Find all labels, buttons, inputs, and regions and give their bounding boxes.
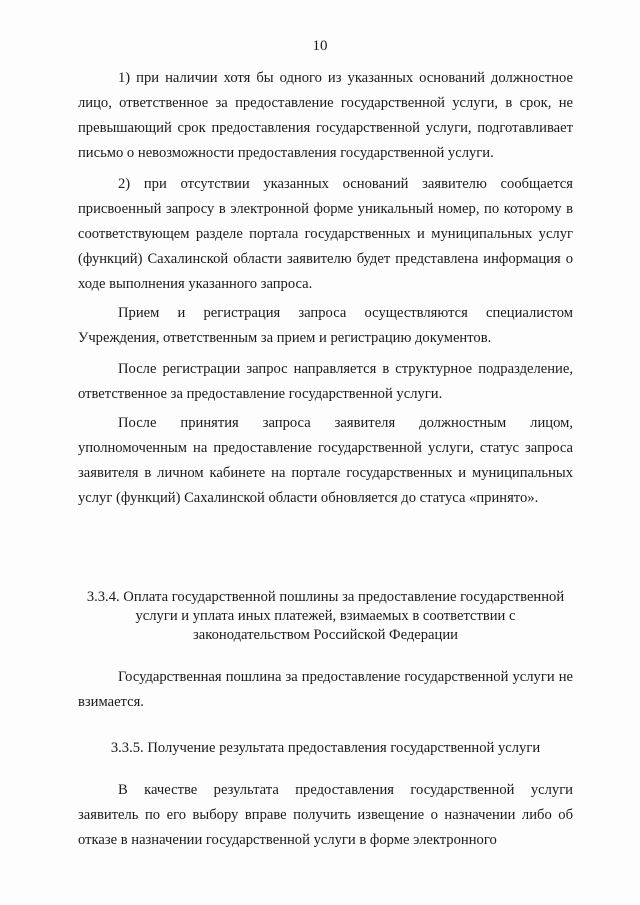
paragraph-reception-registration: Прием и регистрация запроса осуществляются специалистом Учреждения, ответственным за прием и регистрацию документов. (78, 305, 573, 346)
section-3-3-5-heading: 3.3.5. Получение результата предоставления государственной услуги (110, 740, 541, 756)
section-3-3-5 (78, 739, 573, 853)
section-3-3-4-heading: 3.3.4. Оплата государственной пошлины за предоставление государственной услуги и уплата иных платежей, взимаемых в соответствии с законодательством Российской Федерации (86, 589, 565, 643)
paragraph-no-grounds-letter: 1) при наличии хотя бы одного из указанных оснований должностное лицо, ответственное за предоставление государственной услуги, в срок, не превышающий срок предоставления государственной услуги, подготавливает письмо о невозможности предоставления государственной услуги. (78, 70, 573, 161)
paragraph-status-accepted: После принятия запроса заявителя должностным лицом, уполномоченным на предоставление государственной услуги, статус запроса заявителя в личном кабинете на портале государственных и муниципальных услуг (функций) Сахалинской области обновляется до статуса «принято». (78, 415, 573, 506)
paragraph-service-result: В качестве результата предоставления государственной услуги заявитель по его выбору вправе получить извещение о назначении либо об отказе в назначении государственной услуги в форме электронного (78, 782, 573, 848)
section-3-3-4 (78, 588, 573, 715)
paragraph-block-1 (78, 66, 573, 511)
paragraph-unique-number: 2) при отсутствии указанных оснований заявителю сообщается присвоенный запросу в электронной форме уникальный номер, по которому в соответствующем разделе портала государственных и муниципальных услуг (функций) Сахалинской области заявителю будет представлена информация о ходе выполнения указанного запроса. (78, 176, 573, 292)
paragraph-after-registration: После регистрации запрос направляется в структурное подразделение, ответственное за предоставление государственной услуги. (78, 361, 573, 402)
page-number: 10 (312, 38, 328, 54)
paragraph-state-duty: Государственная пошлина за предоставление государственной услуги не взимается. (78, 669, 573, 710)
